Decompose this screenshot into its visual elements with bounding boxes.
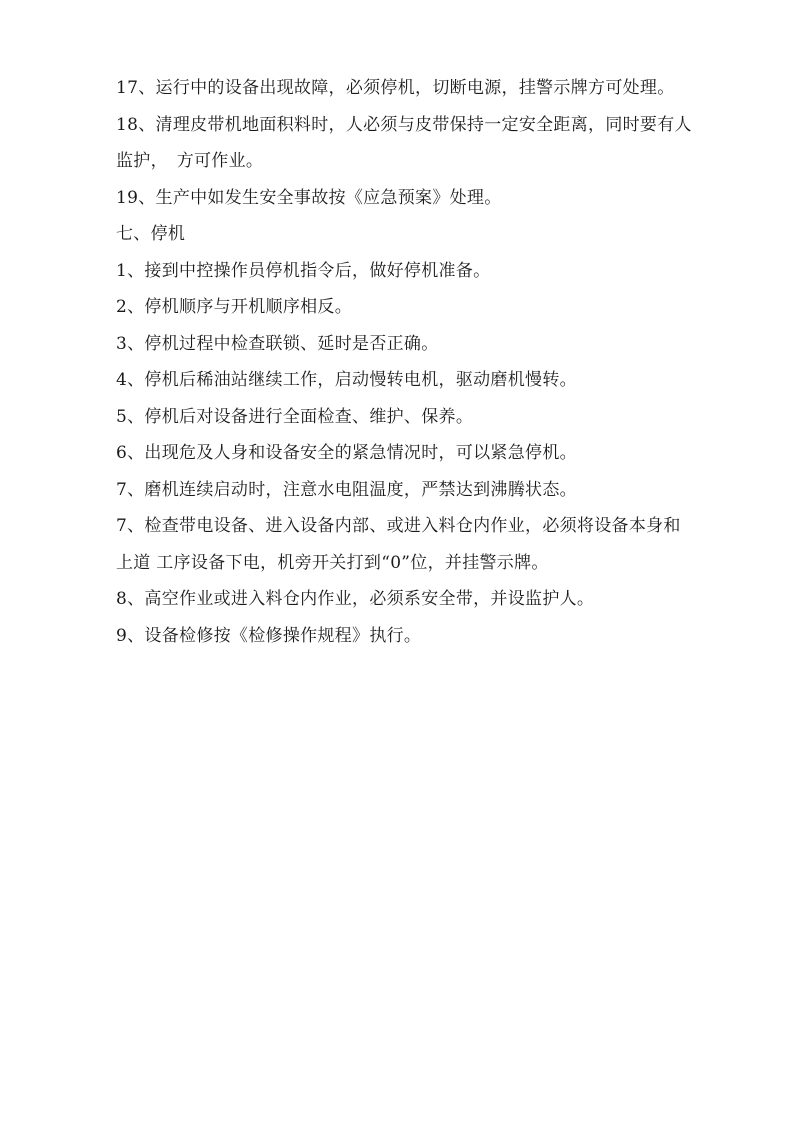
paragraph-shutdown-6: 6、出现危及人身和设备安全的紧急情况时，可以紧急停机。 [116,443,577,463]
paragraph-shutdown-4: 4、停机后稀油站继续工作，启动慢转电机，驱动磨机慢转。 [116,370,577,390]
paragraph-item-19-emergency-plan: 19、生产中如发生安全事故按《应急预案》处理。 [116,187,502,208]
paragraph-shutdown-7a: 7、磨机连续启动时，注意水电阻温度，严禁达到沸腾状态。 [116,479,577,500]
document-body [116,70,696,654]
paragraph-shutdown-8: 8、高空作业或进入料仓内作业，必须系安全带，并设监护人。 [116,589,595,609]
paragraph-item-17-fault-shutdown: 17、运行中的设备出现故障，必须停机，切断电源，挂警示牌方可处理。 [116,78,675,98]
paragraph-shutdown-5: 5、停机后对设备进行全面检查、维护、保养。 [116,406,474,427]
section-heading-shutdown: 七、停机 [116,224,186,244]
paragraph-shutdown-1: 1、接到中控操作员停机指令后，做好停机准备。 [116,260,491,281]
paragraph-shutdown-9: 9、设备检修按《检修操作规程》执行。 [116,625,422,646]
paragraph-item-18-belt-cleaning: 18、清理皮带机地面积料时，人必须与皮带保持一定安全距离，同时要有人监护， 方可作业。 [116,114,692,171]
paragraph-shutdown-2: 2、停机顺序与开机顺序相反。 [116,297,353,317]
paragraph-shutdown-7b: 7、检查带电设备、进入设备内部、或进入料仓内作业，必须将设备本身和上道 工序设备下电，机旁开关打到“0”位，并挂警示牌。 [116,516,681,573]
paragraph-shutdown-3: 3、停机过程中检查联锁、延时是否正确。 [116,333,439,354]
